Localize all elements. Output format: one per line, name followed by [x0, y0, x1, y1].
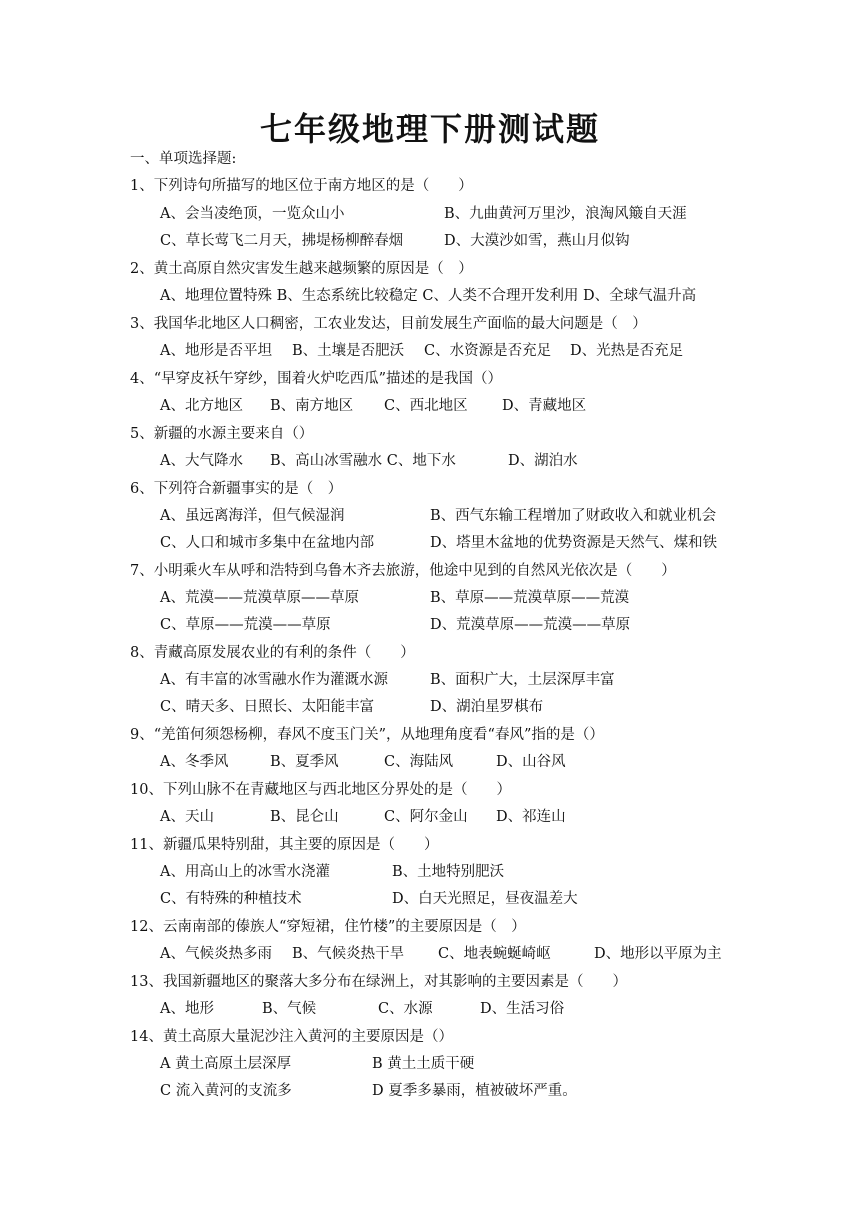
question-stem: 3、我国华北地区人口稠密，工农业发达，目前发展生产面临的最大问题是（ ） [130, 316, 647, 332]
option: B、气候 [262, 1001, 317, 1017]
option: B、草原——荒漠草原——荒漠 [430, 590, 630, 606]
option: A、气候炎热多雨 [160, 946, 272, 962]
option: C、海陆风 [384, 754, 454, 770]
option: B、西气东输工程增加了财政收入和就业机会 [430, 508, 717, 524]
option: D、白天光照足，昼夜温差大 [392, 891, 578, 907]
question-stem: 2、黄土高原自然灾害发生越来越频繁的原因是（ ） [130, 261, 473, 277]
question-stem: 4、“早穿皮袄午穿纱，围着火炉吃西瓜”描述的是我国（） [130, 371, 503, 387]
option: A、地形 [160, 1001, 214, 1017]
option: B、昆仑山 [270, 809, 339, 825]
option: B、南方地区 [270, 398, 354, 414]
option: D 夏季多暴雨，植被破坏严重。 [372, 1083, 577, 1099]
option: B、夏季风 [270, 754, 339, 770]
question-stem: 6、下列符合新疆事实的是（ ） [130, 481, 343, 497]
option: D、生活习俗 [480, 1001, 565, 1017]
option: C、晴天多、日照长、太阳能丰富 [160, 699, 375, 715]
question-stem: 5、新疆的水源主要来自（） [130, 426, 314, 442]
option: A、地形是否平坦 [160, 343, 272, 359]
option: C 流入黄河的支流多 [160, 1083, 292, 1099]
option: D、湖泊星罗棋布 [430, 699, 544, 715]
option: C、有特殊的种植技术 [160, 891, 302, 907]
option: D、荒漠草原——荒漠——草原 [430, 617, 631, 633]
option: A、冬季风 [160, 754, 229, 770]
option: B、气候炎热干旱 [292, 946, 405, 962]
option: C、地表蜿蜒崎岖 [438, 946, 551, 962]
option: C、草长莺飞二月天，拂堤杨柳醉春烟 [160, 233, 404, 249]
question-stem: 10、下列山脉不在青藏地区与西北地区分界处的是（ ） [130, 782, 511, 798]
option: A、天山 [160, 809, 214, 825]
option: C、阿尔金山 [384, 809, 468, 825]
option: D、青藏地区 [502, 398, 587, 414]
option: C、草原——荒漠——草原 [160, 617, 331, 633]
option: A、会当凌绝顶，一览众山小 [160, 206, 345, 222]
option: D、地形以平原为主 [594, 946, 722, 962]
option: D、光热是否充足 [570, 343, 684, 359]
option: C、人口和城市多集中在盆地内部 [160, 535, 375, 551]
option: D、祁连山 [496, 809, 566, 825]
question-stem: 9、“羌笛何须怨杨柳，春风不度玉门关”，从地理角度看“春风”指的是（） [130, 727, 604, 743]
option: A、北方地区 [160, 398, 243, 414]
question-stem: 1、下列诗句所描写的地区位于南方地区的是（ ） [130, 178, 473, 194]
option: B 黄土土质干硬 [372, 1056, 475, 1072]
section-heading: 一、单项选择题: [130, 151, 237, 167]
option: A、荒漠——荒漠草原——草原 [160, 590, 359, 606]
option: B、土地特别肥沃 [392, 864, 505, 880]
option: A、大气降水 [160, 453, 243, 469]
question-stem: 13、我国新疆地区的聚落大多分布在绿洲上，对其影响的主要因素是（ ） [130, 974, 627, 990]
option: B、土壤是否肥沃 [292, 343, 405, 359]
question-stem: 12、云南南部的傣族人“穿短裙，住竹楼”的主要原因是（ ） [130, 919, 526, 935]
option: D、山谷风 [496, 754, 566, 770]
question-stem: 14、黄土高原大量泥沙注入黄河的主要原因是（） [130, 1029, 453, 1045]
question-stem: 8、青藏高原发展农业的有利的条件（ ） [130, 645, 415, 661]
option: D、大漠沙如雪，燕山月似钩 [444, 233, 630, 249]
option: B、九曲黄河万里沙，浪淘风簸自天涯 [444, 206, 687, 222]
option: A、有丰富的冰雪融水作为灌溉水源 [160, 672, 388, 688]
option: C、西北地区 [384, 398, 468, 414]
question-stem: 11、新疆瓜果特别甜，其主要的原因是（ ） [130, 837, 439, 853]
option: B、高山冰雪融水 C、地下水 [270, 453, 456, 469]
option: A、用高山上的冰雪水浇灌 [160, 864, 330, 880]
option: C、水源 [378, 1001, 433, 1017]
option: C、水资源是否充足 [424, 343, 552, 359]
option: A 黄土高原土层深厚 [160, 1056, 292, 1072]
page-title: 七年级地理下册测试题 [259, 110, 600, 148]
option: A、地理位置特殊 B、生态系统比较稳定 C、人类不合理开发利用 D、全球气温升高 [160, 288, 697, 304]
option: D、湖泊水 [508, 453, 578, 469]
option: B、面积广大，土层深厚丰富 [430, 672, 615, 688]
option: A、虽远离海洋，但气候湿润 [160, 508, 345, 524]
option: D、塔里木盆地的优势资源是天然气、煤和铁 [430, 535, 718, 551]
question-stem: 7、小明乘火车从呼和浩特到乌鲁木齐去旅游，他途中见到的自然风光依次是（ ） [130, 563, 676, 579]
